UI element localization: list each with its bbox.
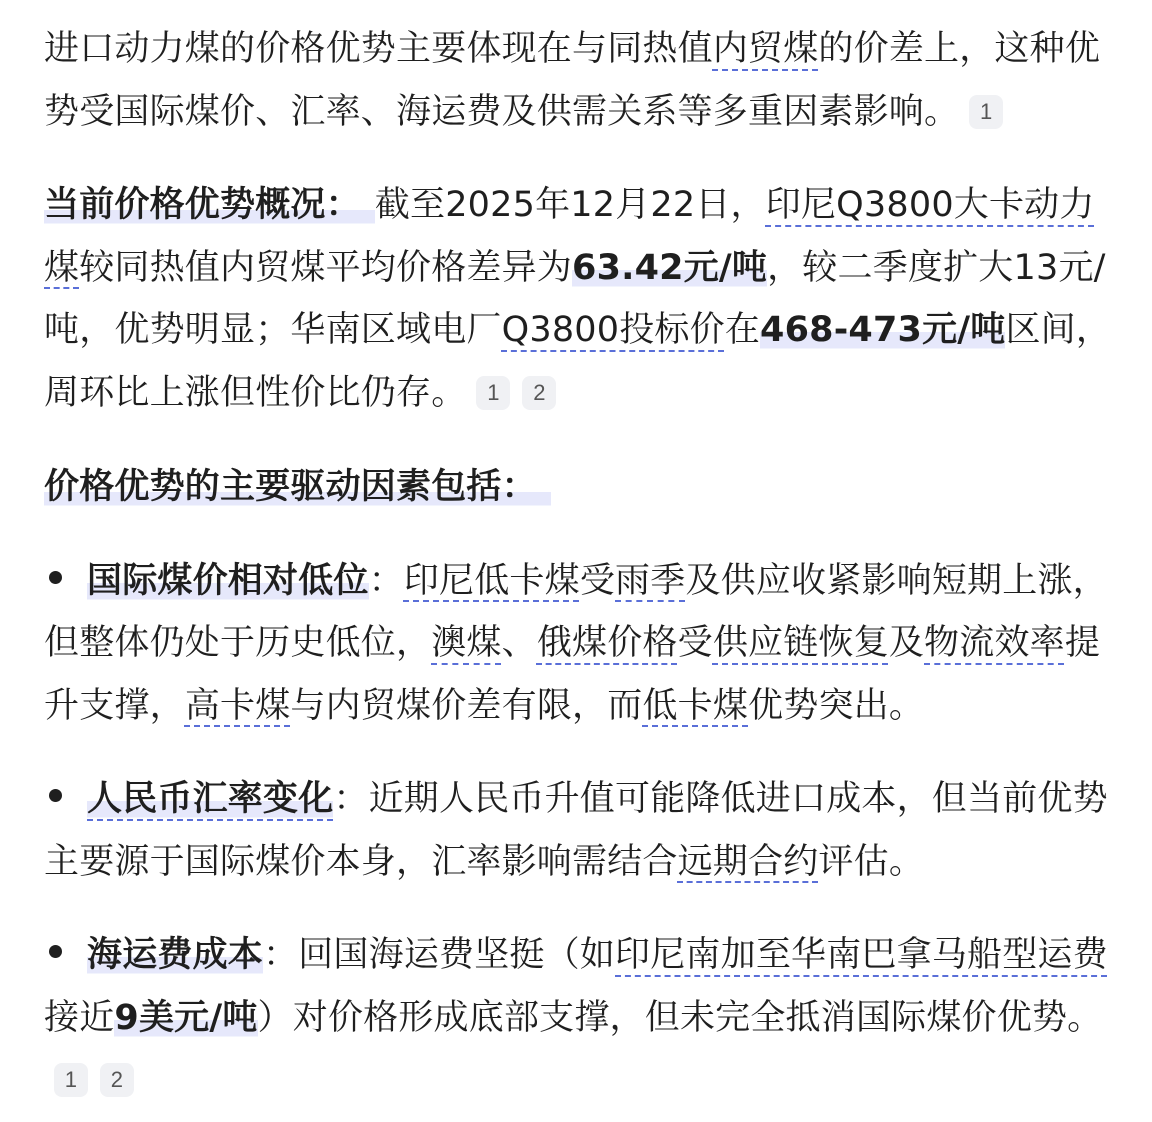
- bullet-icon: [49, 789, 62, 802]
- text: 提升支撑，: [44, 623, 1101, 726]
- answer-content: [44, 18, 1114, 1112]
- list-item: [44, 550, 1114, 738]
- text: 、: [501, 623, 537, 663]
- driver-term: 国际煤价相对低位: [87, 560, 369, 601]
- text: 受: [677, 623, 713, 663]
- link-forward-contract[interactable]: 远期合约: [677, 841, 819, 882]
- text: 接近: [44, 997, 115, 1038]
- text: 及供应收紧影响短期上涨，但整体仍处于历史低位，: [44, 560, 1108, 663]
- link-logistics[interactable]: 物流效率: [924, 623, 1065, 663]
- text: 优势突出。: [748, 685, 925, 726]
- bullet-icon: [49, 945, 62, 958]
- citation-badge[interactable]: 2: [100, 1063, 134, 1097]
- colon: ：: [333, 779, 369, 819]
- current-t1: 截至2025年12月22日，: [374, 185, 766, 225]
- link-bid-price[interactable]: Q3800投标价: [501, 310, 725, 350]
- text: 受: [579, 560, 616, 601]
- intro-text-a: 进口动力煤的价格优势主要体现在与同热值: [44, 29, 713, 69]
- drivers-heading-paragraph: [44, 456, 1114, 519]
- text: ）对价格形成底部支撑，但未完全抵消国际煤价优势。: [257, 997, 1103, 1038]
- text: 回国海运费坚挺（如: [298, 935, 616, 975]
- bullet-icon: [49, 571, 62, 584]
- current-t4: ，较二季度扩大13元/吨，优势明显；华南区域电厂: [44, 247, 1106, 350]
- driver-term: 海运费成本: [87, 935, 264, 975]
- link-australian-coal[interactable]: 澳煤: [431, 623, 502, 663]
- text: 与内贸煤价差有限，而: [290, 685, 643, 726]
- citation-badge[interactable]: 1: [54, 1063, 88, 1097]
- link-indonesia-coal[interactable]: 印尼Q3800大卡动力煤: [44, 185, 1095, 288]
- text: 评估。: [818, 841, 925, 882]
- link-supply-chain[interactable]: 供应链恢复: [712, 623, 889, 663]
- link-high-cal-coal[interactable]: 高卡煤: [184, 685, 291, 726]
- citation-badge[interactable]: 1: [476, 376, 510, 410]
- text: 近期人民币升值可能降低进口成本，但当前优势主要源于国际煤价本身，汇率影响需结合: [44, 779, 1108, 882]
- link-neimaomei[interactable]: 内贸煤: [712, 29, 819, 69]
- colon: ：: [263, 935, 299, 975]
- driver-term[interactable]: 人民币汇率变化: [87, 779, 334, 819]
- colon: ：: [368, 560, 404, 601]
- bid-price-range: 468-473元/吨: [760, 310, 1006, 350]
- drivers-heading: 价格优势的主要驱动因素包括：: [44, 467, 551, 507]
- intro-text-c: 的价差上，这种优势受国际煤价、汇率、海运费及供需关系等多重因素影响。: [44, 29, 1101, 132]
- link-rainy-season[interactable]: 雨季: [615, 560, 686, 601]
- current-t7: 区间，周环比上涨但性价比仍存。: [44, 310, 1112, 413]
- current-heading: 当前价格优势概况：: [44, 185, 375, 225]
- link-freight-rate[interactable]: 印尼南加至华南巴拿马船型运费: [615, 935, 1108, 975]
- link-low-cal-coal[interactable]: 印尼低卡煤: [403, 560, 580, 601]
- current-t6: 在: [724, 310, 761, 350]
- current-t3: 较同热值内贸煤平均价格差异为: [79, 247, 573, 288]
- list-item: [44, 768, 1114, 893]
- citation-badge[interactable]: 2: [522, 376, 556, 410]
- list-item: [44, 924, 1114, 1112]
- freight-value: 9美元/吨: [114, 997, 258, 1038]
- citation-badge[interactable]: 1: [969, 95, 1003, 129]
- link-low-cal-coal-2[interactable]: 低卡煤: [642, 685, 749, 726]
- text: 及: [888, 623, 925, 663]
- price-diff-value: 63.42元/吨: [572, 247, 768, 288]
- intro-paragraph: [44, 18, 1114, 143]
- link-russian-coal-price[interactable]: 俄煤价格: [536, 623, 678, 663]
- current-paragraph: [44, 174, 1114, 424]
